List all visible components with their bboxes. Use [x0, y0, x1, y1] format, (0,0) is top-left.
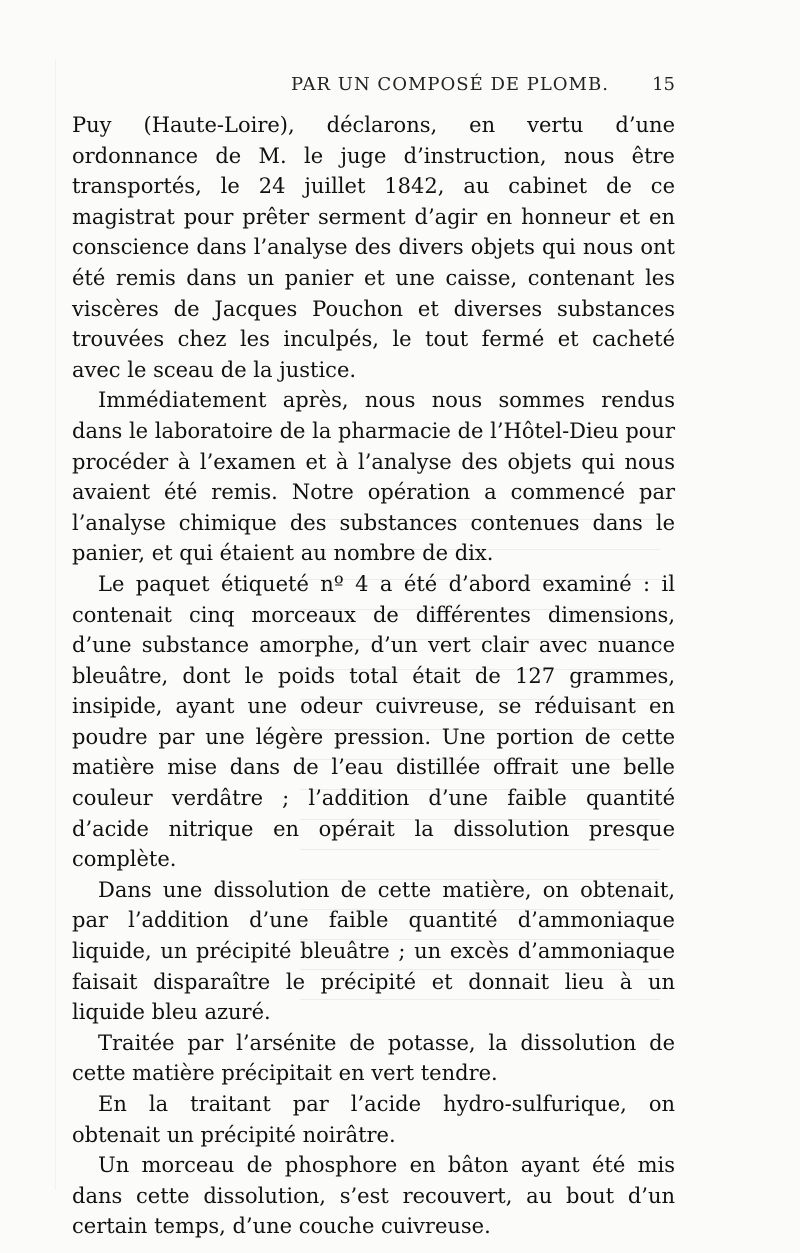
paragraph-5: Traitée par l’arsénite de potasse, la dissolution de cette matière précipitait en vert tendre. [72, 1030, 675, 1086]
body-text [72, 110, 675, 1242]
paragraph-4: Dans une dissolution de cette matière, on obtenait, par l’addition d’une faible quantité d’ammoniaque liquide, un précipité bleuâtre ; un excès d’ammoniaque faisait disparaître le précipité et donnait lieu à un liquide bleu azuré. [72, 877, 675, 1025]
paragraph-3: Le paquet étiqueté nº 4 a été d’abord examiné : il contenait cinq morceaux de différentes dimensions, d’une substance amorphe, d’un vert clair avec nuance bleuâtre, dont le poids total était de 127 grammes, insipide, ayant une odeur cuivreuse, se réduisant en poudre par une légère pression. Une portion de cette matière mise dans de l’eau distillée offrait une belle couleur verdâtre ; l’addition d’une faible quantité d’acide nitrique en opérait la dissolution presque complète. [72, 571, 675, 872]
page-crease [55, 60, 56, 1190]
paragraph-6: En la traitant par l’acide hydro-sulfurique, on obtenait un précipité noirâtre. [72, 1092, 675, 1147]
running-header: PAR UN COMPOSÉ DE PLOMB. [291, 74, 609, 95]
paragraph-1: Puy (Haute-Loire), déclarons, en vertu d’une ordonnance de M. le juge d’instruction, nous être transportés, le 24 juillet 1842, au cabinet de ce magistrat pour prêter serment d’agir en honneur et en conscience dans l’analyse des divers objets qui nous ont été remis dans un panier et une caisse, contenant les viscères de Jacques Pouchon et diverses substances trouvées chez les inculpés, le tout fermé et cacheté avec le sceau de la justice. [72, 113, 675, 382]
paragraph-7: Un morceau de phosphore en bâton ayant été mis dans cette dissolution, s’est recouvert, au bout d’un certain temps, d’une couche cuivreuse. [72, 1153, 675, 1239]
page-number: 15 [652, 74, 675, 95]
paragraph-2: Immédiatement après, nous nous sommes rendus dans le laboratoire de la pharmacie de l’Hôtel-Dieu pour procéder à l’examen et à l’analyse des objets qui nous avaient été remis. Notre opération a commencé par l’analyse chimique des substances contenues dans le panier, et qui étaient au nombre de dix. [72, 388, 675, 566]
